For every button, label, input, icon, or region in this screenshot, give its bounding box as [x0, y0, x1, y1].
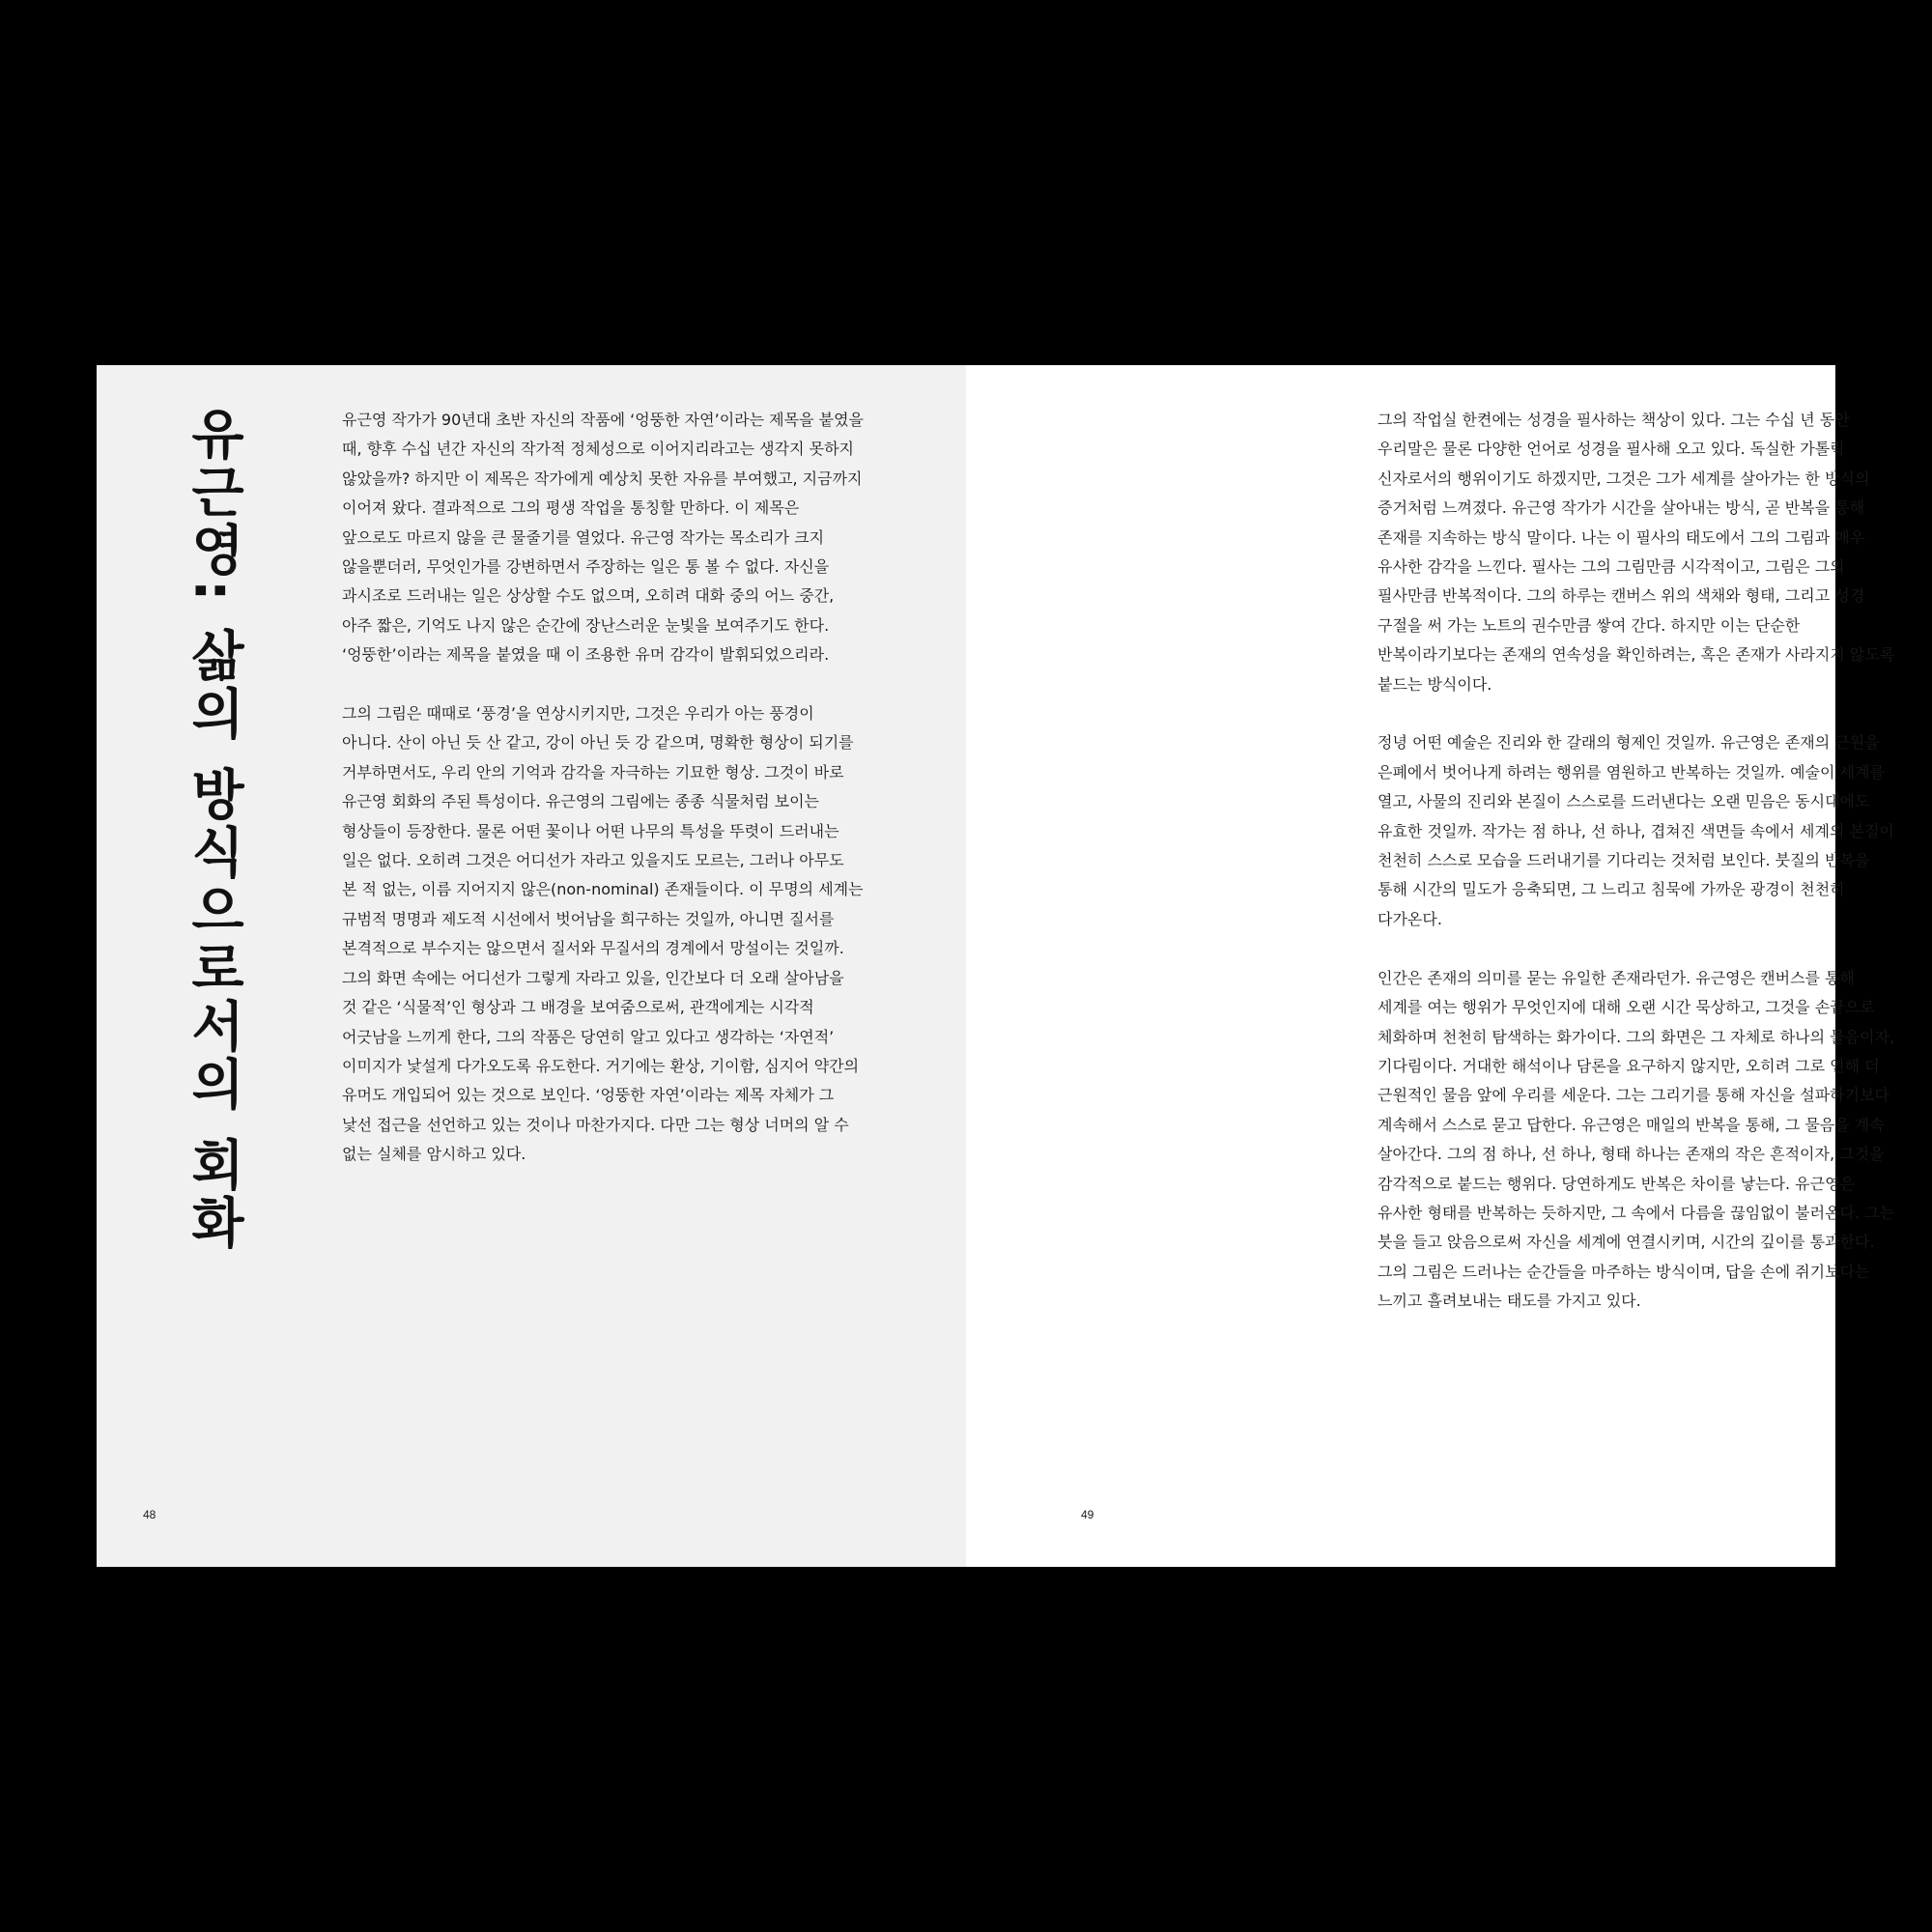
left-paragraph-1: 유근영 작가가 90년대 초반 자신의 작품에 ‘엉뚱한 자연’이라는 제목을 붙였을 때, 향후 수십 년간 자신의 작가적 정체성으로 이어지리라고는 생각지 못하지 않았을까? 하지만 이 제목은 작가에게 예상치 못한 자유를 부여했고, 지금까지 이어져 왔다. 결과적으로 그의 평생 작업을 통칭할 만하다. 이 제목은 앞으로도 마르지 않을 큰 물줄기를 열었다. 유근영 작가는 목소리가 크지 않을뿐더러, 무엇인가를 강변하면서 주장하는 일은 통 볼 수 없다. 자신을 과시조로 드러내는 일은 상상할 수도 없으며, 오히려 대화 중의 어느 중간, 아주 짧은, 기억도 나지 않은 순간에 장난스러운 눈빛을 보여주기도 한다. ‘엉뚱한’이라는 제목을 붙였을 때 이 조용한 유머 감각이 발휘되었으리라. — [342, 411, 864, 665]
right-paragraph-2: 정녕 어떤 예술은 진리와 한 갈래의 형제인 것일까. 유근영은 존재의 근원을 은폐에서 벗어나게 하려는 행위를 염원하고 반복하는 것일까. 예술이 세계를 열고, 사물의 진리와 본질이 스스로를 드러낸다는 오랜 믿음은 동시대에도 유효한 것일까. 작가는 점 하나, 선 하나, 겹쳐진 색면들 속에서 세계의 본질이 천천히 스스로 모습을 드러내기를 기다리는 것처럼 보인다. 붓질의 반복을 통해 시간의 밀도가 응축되면, 그 느리고 침묵에 가까운 광경이 천천히 다가온다. — [1378, 733, 1894, 928]
right-page — [966, 365, 1895, 1567]
right-text-column — [1378, 406, 1899, 1317]
left-text-column — [342, 406, 864, 1170]
left-paragraph-2: 그의 그림은 때때로 ‘풍경’을 연상시키지만, 그것은 우리가 아는 풍경이 아니다. 산이 아닌 듯 산 같고, 강이 아닌 듯 강 같으며, 명확한 형상이 되기를 거부하면서도, 우리 안의 기억과 감각을 자극하는 기묘한 형상. 그것이 바로 유근영 회화의 주된 특성이다. 유근영의 그림에는 종종 식물처럼 보이는 형상들이 등장한다. 물론 어떤 꽃이나 어떤 나무의 특성을 뚜렷이 드러내는 일은 없다. 오히려 그것은 어디선가 자라고 있을지도 모르는, 그러나 아무도 본 적 없는, 이름 지어지지 않은(non-nominal) 존재들이다. 이 무명의 세계는 규범적 명명과 제도적 시선에서 벗어남을 희구하는 것일까, 아니면 질서를 본격적으로 부수지는 않으면서 질서와 무질서의 경계에서 망설이는 것일까. 그의 화면 속에는 어디선가 그렇게 자라고 있을, 인간보다 더 오래 살아남을 것 같은 ‘식물적’인 형상과 그 배경을 보여줌으로써, 관객에게는 시각적 어긋남을 느끼게 한다, 그의 작품은 당연히 알고 있다고 생각하는 ‘자연적’ 이미지가 낯설게 다가오도록 유도한다. 거기에는 환상, 기이함, 심지어 약간의 유머도 개입되어 있는 것으로 보인다. ‘엉뚱한 자연’이라는 제목 자체가 그 낯선 접근을 선언하고 있는 것이나 마찬가지다. 다만 그는 형상 너머의 알 수 없는 실체를 암시하고 있다. — [342, 704, 864, 1164]
page-number-left: 48 — [143, 1508, 156, 1521]
essay-title: 유근영: 삶의 방식으로서의 회화 — [182, 406, 245, 1253]
right-paragraph-1: 그의 작업실 한켠에는 성경을 필사하는 책상이 있다. 그는 수십 년 동안 우리말은 물론 다양한 언어로 성경을 필사해 오고 있다. 독실한 가톨릭 신자로서의 행위이기도 하겠지만, 그것은 그가 세계를 살아가는 한 방식의 증거처럼 느껴졌다. 유근영 작가가 시간을 살아내는 방식, 곧 반복을 통해 존재를 지속하는 방식 말이다. 나는 이 필사의 태도에서 그의 그림과 매우 유사한 감각을 느낀다. 필사는 그의 그림만큼 시각적이고, 그림은 그의 필사만큼 반복적이다. 그의 하루는 캔버스 위의 색채와 형태, 그리고 성경 구절을 써 가는 노트의 권수만큼 쌓여 간다. 하지만 이는 단순한 반복이라기보다는 존재의 연속성을 확인하려는, 혹은 존재가 사라지지 않도록 붙드는 방식이다. — [1378, 411, 1895, 694]
book-spread — [97, 365, 1895, 1567]
right-paragraph-3: 인간은 존재의 의미를 묻는 유일한 존재라던가. 유근영은 캔버스를 통해 세계를 여는 행위가 무엇인지에 대해 오랜 시간 묵상하고, 그것을 손끝으로 체화하며 천천히 탐색하는 화가이다. 그의 화면은 그 자체로 하나의 물음이자, 기다림이다. 거대한 해석이나 담론을 요구하지 않지만, 오히려 그로 인해 더 근원적인 물음 앞에 우리를 세운다. 그는 그리기를 통해 자신을 설파하기보다 계속해서 스스로 묻고 답한다. 유근영은 매일의 반복을 통해, 그 물음을 계속 살아간다. 그의 점 하나, 선 하나, 형태 하나는 존재의 작은 흔적이자, 그것을 감각적으로 붙드는 행위다. 당연하게도 반복은 차이를 낳는다. 유근영은 유사한 형태를 반복하는 듯하지만, 그 속에서 다름을 끊임없이 불러온다. 그는 붓을 들고 앉음으로써 자신을 세계에 연결시키며, 시간의 깊이를 통과한다. 그의 그림은 드러나는 순간들을 마주하는 방식이며, 답을 손에 쥐기보다는 느끼고 흘려보내는 태도를 가지고 있다. — [1378, 968, 1895, 1311]
left-page — [97, 365, 966, 1567]
page-number-right: 49 — [1081, 1508, 1094, 1521]
